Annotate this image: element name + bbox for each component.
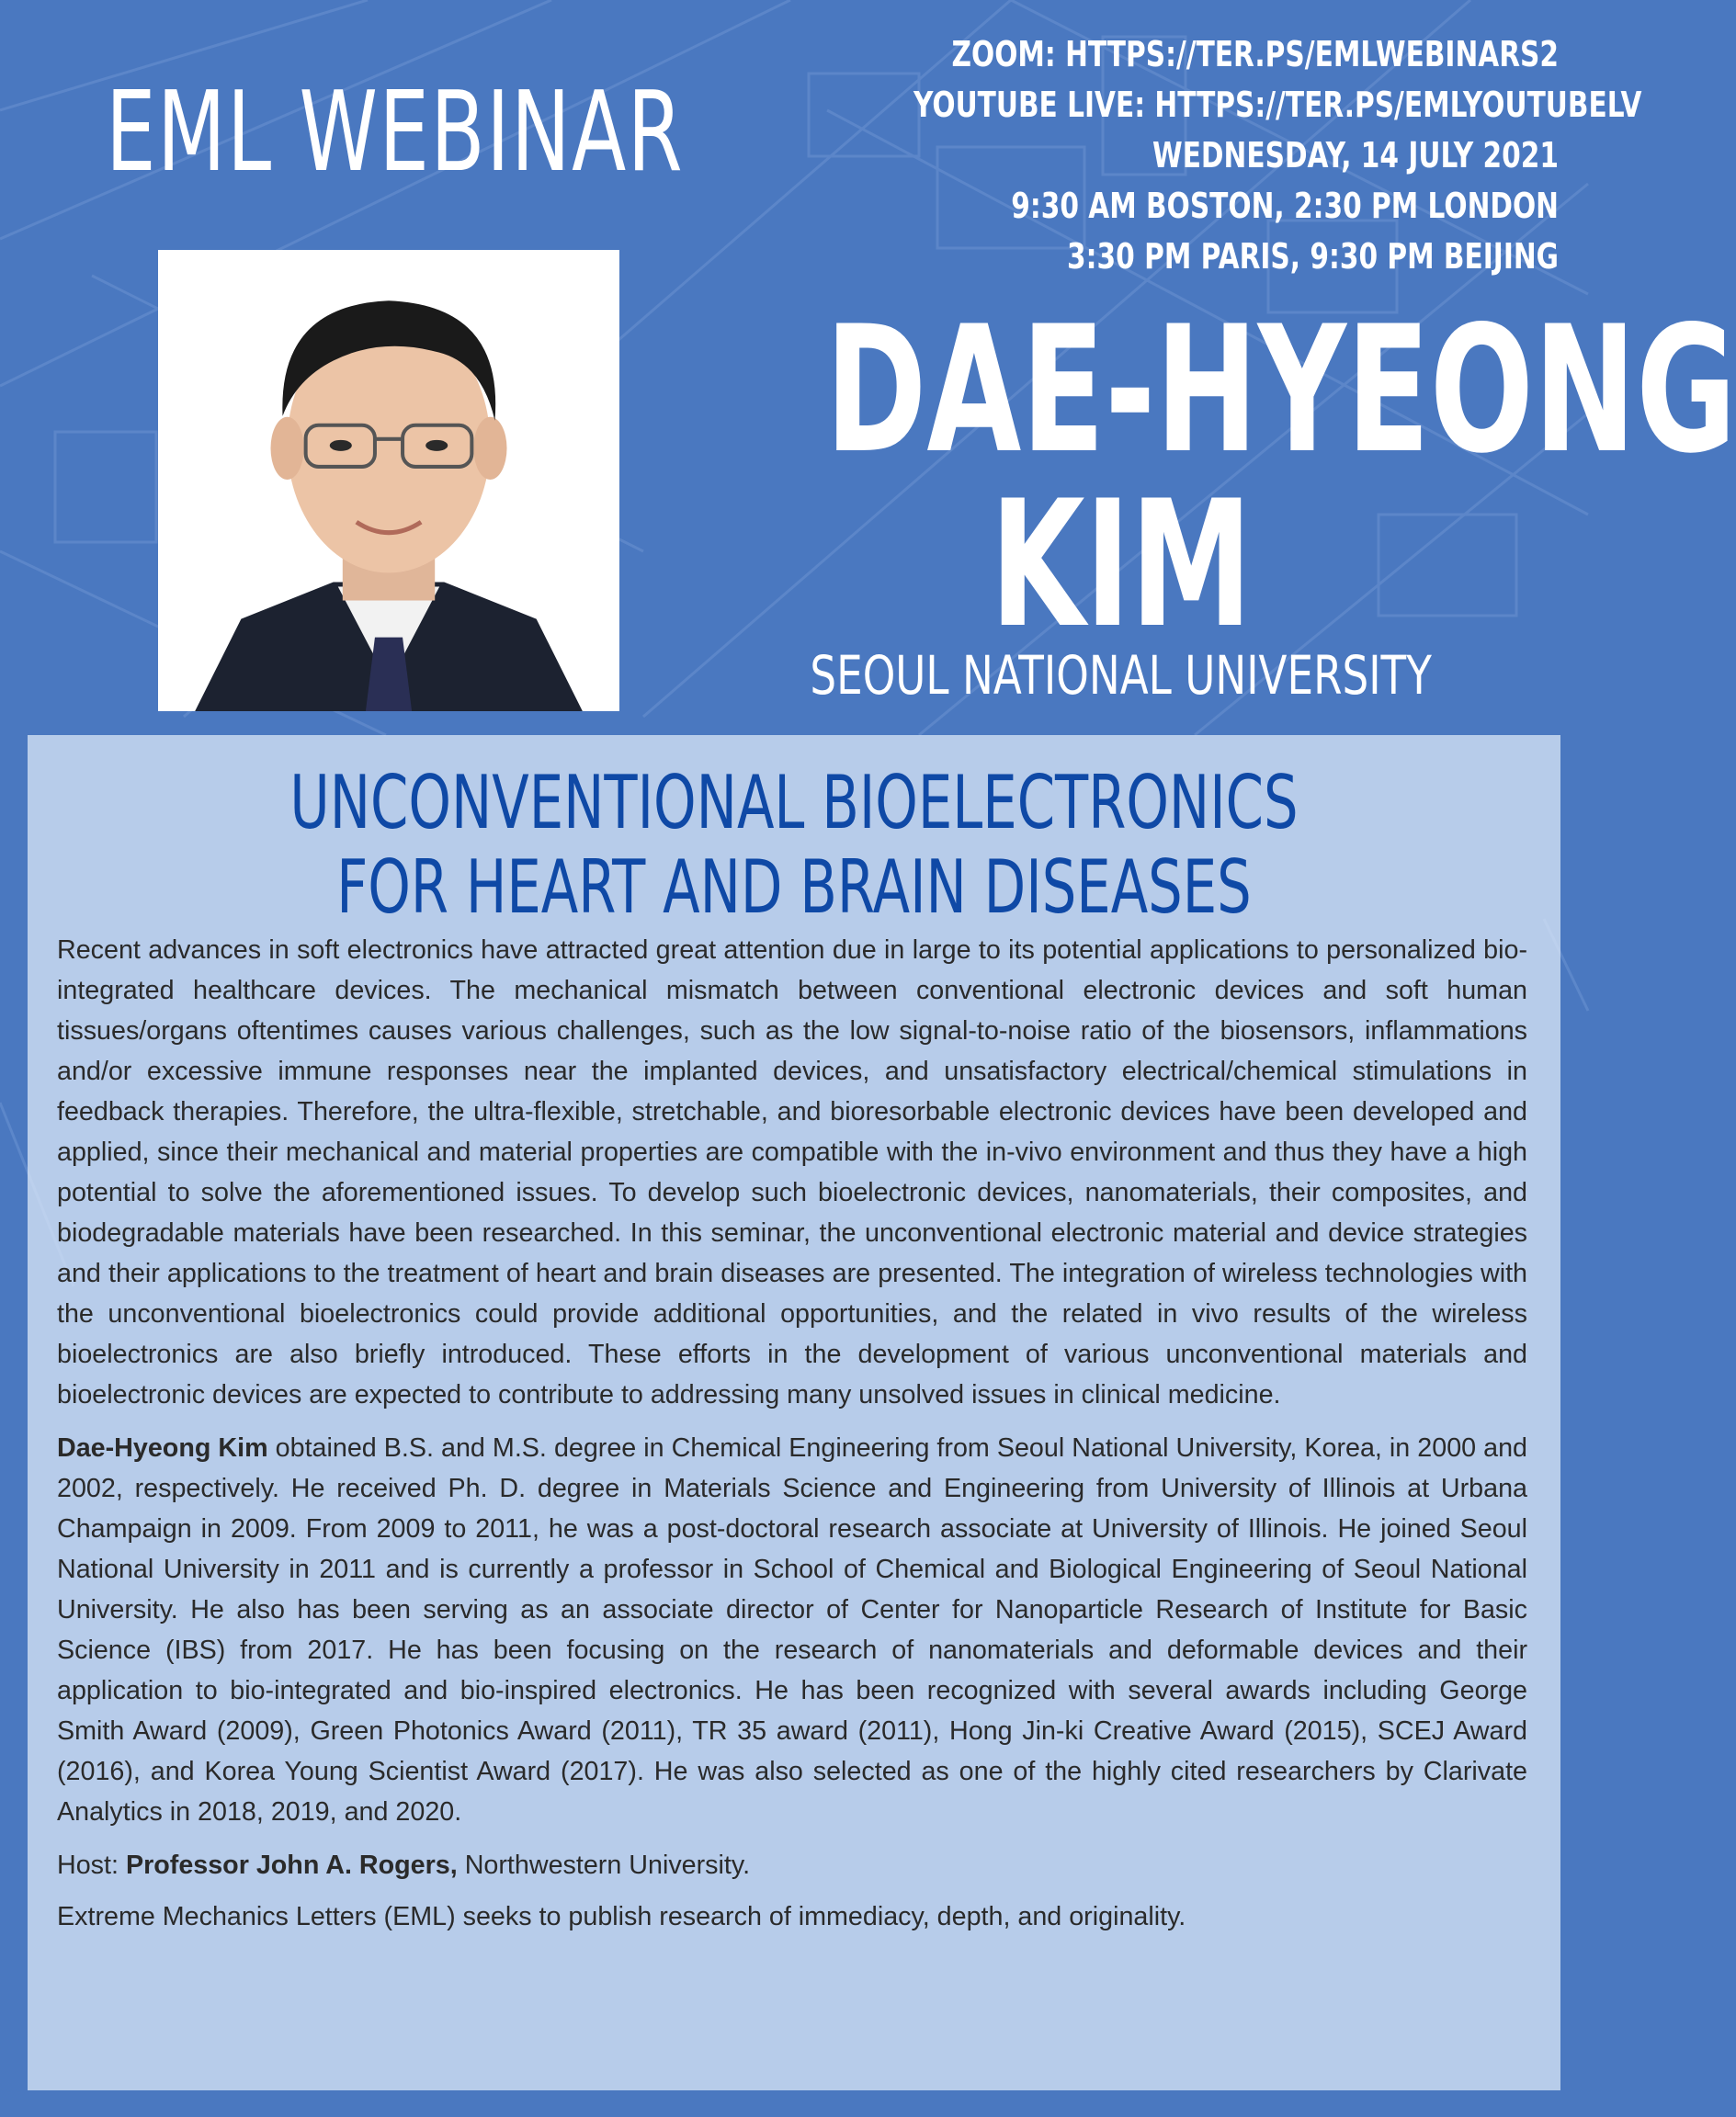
- content-panel: [28, 735, 1560, 2090]
- youtube-link[interactable]: YOUTUBE LIVE: HTTPS://TER.PS/EMLYOUTUBELV: [913, 85, 1642, 125]
- speaker-affiliation-text: SEOUL NATIONAL UNIVERSITY: [810, 644, 1433, 707]
- bio-name: Dae-Hyeong Kim: [57, 1433, 268, 1463]
- event-time-paris-beijing: 3:30 PM PARIS, 9:30 PM BEIJING: [1067, 236, 1559, 277]
- abstract-paragraph: Recent advances in soft electronics have attracted great attention due in large to its potential applications to personalized bio-integrated healthcare devices. The mechanical mismatch between conventional electronic devices and soft human tissues/organs oftentimes causes various challenges, such as the low signal-to-noise ratio of the biosensors, inflammations and/or excessive immune responses near the implanted devices, and unsatisfactory electrical/chemical stimulations in feedback therapies. Therefore, the ultra-flexible, stretchable, and bioresorbable electronic devices have been developed and applied, since their mechanical and material properties are compatible with the in-vivo environment and thus they have a high potential to solve the aforementioned issues. To develop such bioelectronic devices, nanomaterials, their composites, and biodegradable materials have been researched. In this seminar, the unconventional electronic material and device strategies and their applications to the treatment of heart and brain diseases are presented. The integration of wireless technologies with the unconventional bioelectronics could provide additional opportunities, and the related in vivo results of the wireless bioelectronics are also briefly introduced. These efforts in the development of various unconventional materials and bioelectronic devices are expected to contribute to addressing many unsolved issues in clinical medicine.: [57, 935, 1527, 1409]
- footer-text: Extreme Mechanics Letters (EML) seeks to publish research of immediacy, depth, and originality.: [57, 1902, 1186, 1931]
- host-name: Professor John A. Rogers,: [125, 1851, 458, 1880]
- event-info: [732, 29, 1642, 282]
- event-date: WEDNESDAY, 14 JULY 2021: [1152, 135, 1559, 175]
- speaker-photo: [158, 250, 619, 711]
- host-line: [57, 1845, 1527, 1885]
- event-title: EML WEBINAR: [106, 69, 685, 197]
- zoom-link[interactable]: ZOOM: HTTPS://TER.PS/EMLWEBINARS2: [951, 34, 1559, 74]
- speaker-name: [698, 289, 1736, 666]
- speaker-name-line2: KIM: [990, 463, 1253, 666]
- talk-title: [28, 761, 1560, 930]
- host-label: Host:: [57, 1851, 126, 1880]
- speaker-affiliation: [698, 643, 1544, 708]
- text-body: [57, 930, 1527, 1950]
- talk-title-line1: UNCONVENTIONAL BIOELECTRONICS: [289, 760, 1299, 845]
- bio-text: obtained B.S. and M.S. degree in Chemical Engineering from Seoul National University, Korea, in 2000 and 2002, respectively. He received Ph. D. degree in Materials Science and Engineering from University of Illinois at Urbana Champaign in 2009. From 2009 to 2011, he was a post-doctoral research associate at University of Illinois. He joined Seoul National University in 2011 and is currently a professor in School of Chemical and Biological Engineering of Seoul National University. He also has been serving as an associate director of Center for Nanoparticle Research of Institute for Basic Science (IBS) from 2017. He has been focusing on the research of nanomaterials and deformable devices and their application to bio-integrated and bio-inspired electronics. He has been recognized with several awards including George Smith Award (2009), Green Photonics Award (2011), TR 35 award (2011), Hong Jin-ki Creative Award (2015), SCEJ Award (2016), and Korea Young Scientist Award (2017). He was also selected as one of the highly cited researchers by Clarivate Analytics in 2018, 2019, and 2020.: [57, 1433, 1528, 1827]
- event-time-boston-london: 9:30 AM BOSTON, 2:30 PM LONDON: [1011, 186, 1559, 226]
- speaker-name-line1: DAE-HYEONG: [825, 289, 1736, 492]
- bio-paragraph: [57, 1428, 1527, 1832]
- talk-title-line2: FOR HEART AND BRAIN DISEASES: [336, 844, 1252, 930]
- host-affiliation: Northwestern University.: [457, 1851, 751, 1880]
